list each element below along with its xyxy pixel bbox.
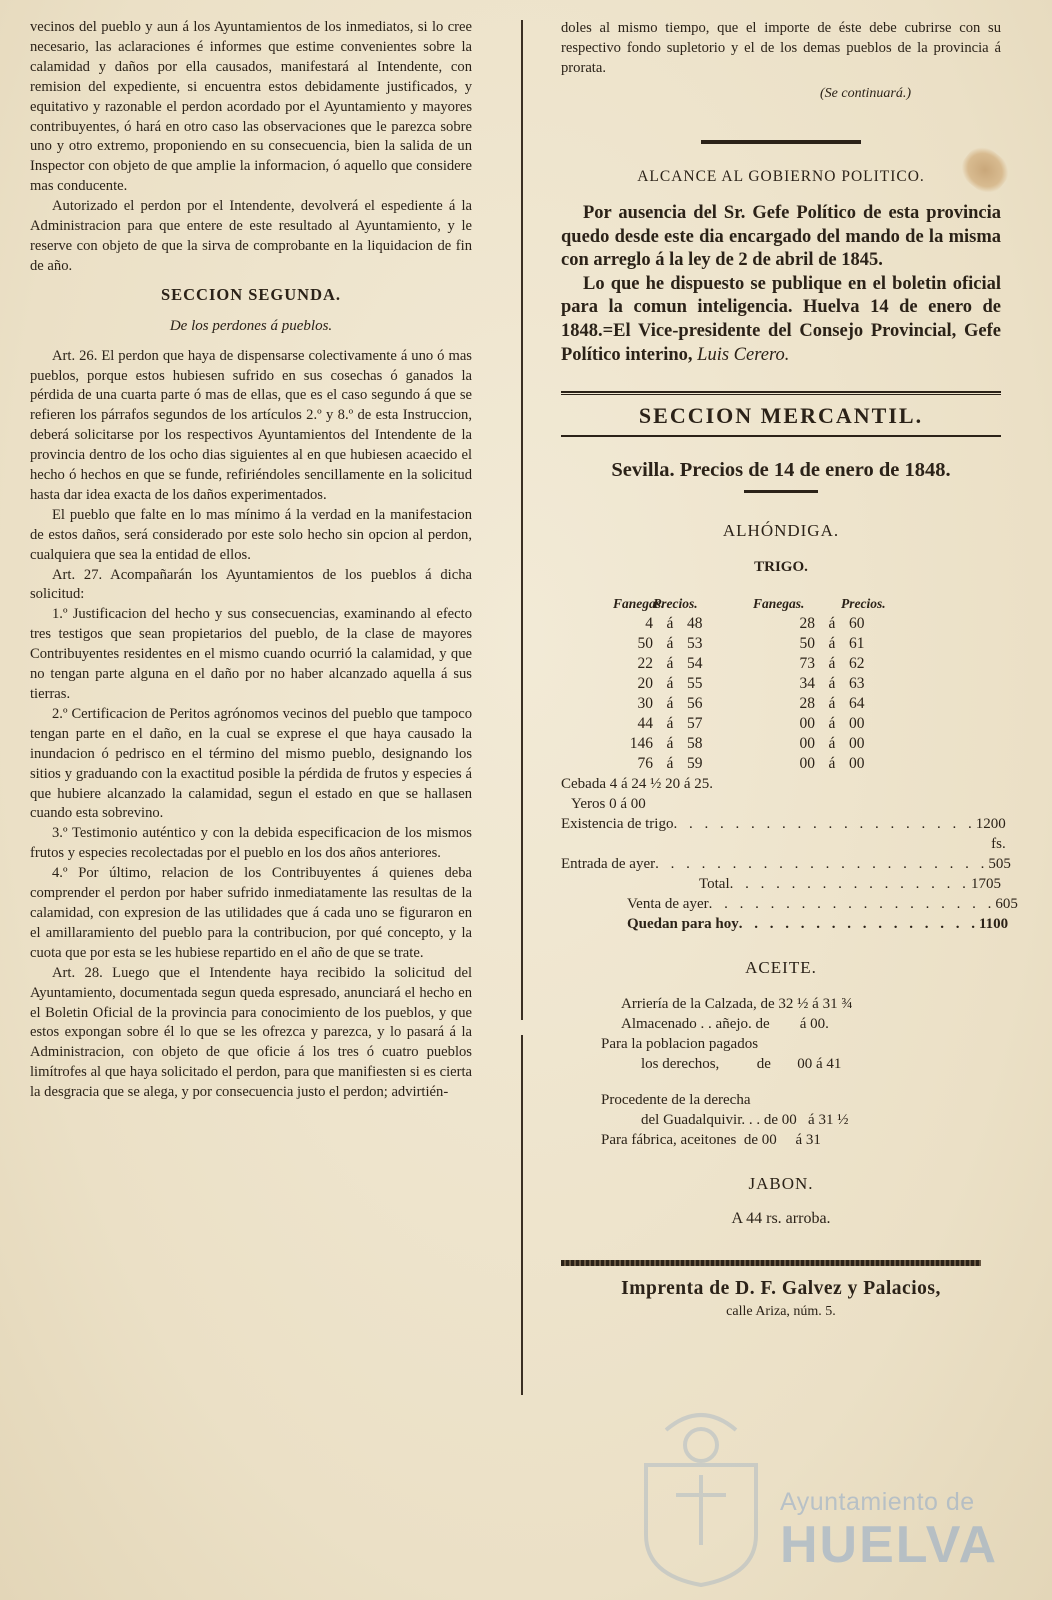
price-cell: 50 (799, 635, 815, 653)
article-28: Art. 28. Luego que el Intendente haya recibido la solicitud del Ayuntamiento, documentada segun queda espresado, anunciará el hecho en el Boletin Oficial de la provincia para conocimiento de los pueblos, y que estos expongan sobre él lo que se les ofrezca y parezca, y lo pasará á la Administracion, con objeto de que oficie á los tres ó cuatro pueblos limítrofes al que haya solicitado el perdon, para que manifiesten si es cierta la desgracia que se alega, y por consecuencia justo el perdon; advirtién- (30, 964, 472, 1101)
trigo-heading: TRIGO. (754, 559, 808, 576)
col-header: Precios. (653, 596, 698, 612)
imprenta-line: Imprenta de D. F. Galvez y Palacios, (621, 1278, 941, 1300)
price-cell: á (828, 695, 836, 713)
jabon-price: A 44 rs. arroba. (731, 1210, 831, 1228)
aceite-list (561, 994, 1001, 1150)
price-row (561, 714, 1001, 734)
alhondiga-heading: ALHÓNDIGA. (722, 521, 840, 541)
item-1: 1.º Justificacion del hecho y sus consecuencias, examinando al efecto tres testigos que sean propietarios del pueblo, de la clase de mayores Contribuyentes residentes en el mismo cuando ocurrió la calamidad, y que no tengan parte alguna en el daño por no haber alcanzado aquella á sus tierras. (30, 606, 472, 702)
left-column (30, 18, 472, 1103)
price-cell: 50 (637, 635, 653, 653)
right-column (561, 18, 1018, 1320)
price-cell: 54 (687, 655, 703, 673)
item-2: 2.º Certificacion de Peritos agrónomos vecinos del pueblo que tampoco tengan parte en el daño, en la cual se exprese el que haya causado la inundacion ó pedrisco en el término del mismo pueblo, designando los sitios y graduando con la exactitud posible la pérdida de frutos y especies á que hubiere alcanzado la calamidad, segun el estado en que se hallasen cuando esta sobrevino. (30, 705, 472, 822)
price-cell: 55 (687, 675, 703, 693)
price-cell: á (666, 675, 674, 693)
row-label: Quedan para hoy (627, 916, 739, 933)
aceite-line: los derechos, de 00 á 41 (641, 1056, 842, 1073)
venta-row: Venta de ayer . . . . . . . . . . . . . . . . . . . 605 (627, 896, 1018, 913)
price-cell: á (666, 755, 674, 773)
price-row (561, 694, 1001, 714)
signature: Luis Cerero. (697, 344, 790, 365)
alcance-title: ALCANCE AL GOBIERNO POLITICO. (637, 168, 925, 185)
watermark-text (780, 1488, 998, 1573)
price-cell: 34 (799, 675, 815, 693)
paragraph: vecinos del pueblo y aun á los Ayuntamientos de los inmediatos, si lo cree necesario, las aclaraciones é informes que estime convenientes sobre la calamidad y daños por ella causados, manifestará al Intendente, con remision del expediente, si encuentra estos debidamente justificados, y equitativo y razonable el perdon acordado por el Ayuntamiento y mayores contribuyentes, ó hará en otro caso las observaciones que le parezca sobre uno y otro extremo, proponiendo en su consecuencia, bien la salida de un Inspector con objeto de que amplie la informacion, ó aquello que considere mas conducente. (30, 19, 472, 195)
alcance-paragraph-2 (561, 273, 1001, 367)
price-cell: 64 (849, 695, 865, 713)
row-label: Existencia de trigo (561, 816, 674, 833)
price-cell: á (828, 655, 836, 673)
price-row (561, 654, 1001, 674)
price-cell: 22 (637, 655, 653, 673)
price-cell: 48 (687, 615, 703, 633)
cebada-line: Cebada 4 á 24 ½ 20 á 25. (561, 776, 714, 793)
price-cell: 00 (799, 715, 815, 733)
paragraph: El pueblo que falte en lo mas mínimo á la verdad en la manifestacion de estos daños, será considerado por este solo hecho sin opcion al perdon, cualquiera que sea la entidad de ellos. (30, 506, 472, 563)
price-cell: 59 (687, 755, 703, 773)
aceite-line: Arriería de la Calzada, de 32 ½ á 31 ¾ (621, 996, 853, 1013)
yeros-line: Yeros 0 á 00 (571, 796, 646, 813)
address-line: calle Ariza, núm. 5. (726, 1304, 836, 1320)
section-subtitle: De los perdones á pueblos. (169, 317, 333, 334)
price-cell: 28 (799, 695, 815, 713)
price-cell: 00 (849, 735, 865, 753)
row-value: 1200 fs. (975, 816, 1006, 853)
price-row (561, 674, 1001, 694)
aceite-line: Procedente de la derecha (601, 1092, 751, 1109)
column-divider (521, 1035, 523, 1395)
price-cell: 00 (849, 715, 865, 733)
price-cell: 63 (849, 675, 865, 693)
col-header: Precios. (841, 596, 886, 612)
price-cell: 00 (799, 755, 815, 773)
price-row (561, 754, 1001, 774)
alcance-text: Lo que he dispuesto se publique en el boletin oficial para la comun inteligencia. Huelva 14 de enero de 1848.=El Vice-presidente del Consejo Provincial, Gefe Político interino, (561, 273, 1001, 365)
price-cell: 60 (849, 615, 865, 633)
aceite-line: Para fábrica, aceitones de 00 á 31 (601, 1132, 821, 1149)
row-value: 605 (995, 896, 1018, 913)
price-cell: 73 (799, 655, 815, 673)
row-value: 1100 (978, 916, 1009, 933)
aceite-heading: ACEITE. (745, 958, 817, 978)
aceite-line: del Guadalquivir. . . de 00 á 31 ½ (641, 1112, 849, 1129)
price-cell: á (666, 615, 674, 633)
price-cell: 00 (799, 735, 815, 753)
price-cell: 44 (637, 715, 653, 733)
divider (744, 490, 818, 493)
price-row (561, 734, 1001, 754)
price-cell: á (828, 735, 836, 753)
price-cell: 61 (849, 635, 865, 653)
row-label: Entrada de ayer (561, 856, 656, 873)
price-cell: 56 (687, 695, 703, 713)
divider (701, 140, 861, 144)
price-cell: 28 (799, 615, 815, 633)
price-row (561, 634, 1001, 654)
continuation-note: (Se continuará.) (820, 86, 911, 101)
alcance-paragraph: Por ausencia del Sr. Gefe Político de esta provincia quedo desde este dia encargado del mando de la misma con arreglo á la ley de 2 de abril de 1845. (561, 203, 1001, 271)
price-cell: á (666, 655, 674, 673)
row-label: Venta de ayer (627, 896, 709, 913)
sevilla-heading: Sevilla. Precios de 14 de enero de 1848. (611, 459, 951, 482)
alcance-body (561, 202, 1001, 367)
row-value: 1705 (971, 876, 1001, 893)
price-cell: á (666, 735, 674, 753)
price-cell: á (828, 715, 836, 733)
article-27: Art. 27. Acompañarán los Ayuntamientos de los pueblos á dicha solicitud: (30, 566, 472, 603)
col-header: Fanegas. (753, 596, 805, 612)
price-cell: 62 (849, 655, 865, 673)
price-cell: 57 (687, 715, 703, 733)
price-cell: 30 (637, 695, 653, 713)
price-cell: á (666, 695, 674, 713)
item-3: 3.º Testimonio auténtico y con la debida especificacion de los mismos frutos y especies recolectadas por el pueblo en los dos años anteriores. (30, 825, 472, 862)
price-table-header (561, 594, 1001, 614)
price-cell: á (666, 715, 674, 733)
price-cell: á (828, 615, 836, 633)
footer-rule (561, 1260, 981, 1266)
paragraph: Autorizado el perdon por el Intendente, devolverá el espediente á la Administracion para que entere de este resultado al Ayuntamiento, y le reserve con objeto de que la sirva de comprobante en la liquidacion de fin de año. (30, 198, 472, 274)
column-divider (521, 20, 523, 1020)
price-cell: á (828, 755, 836, 773)
aceite-line: Para la poblacion pagados (601, 1036, 759, 1053)
price-row (561, 614, 1001, 634)
aceite-line: Almacenado . . añejo. de á 00. (621, 1016, 829, 1033)
divider (561, 391, 1001, 395)
quedan-row: Quedan para hoy . . . . . . . . . . . . . . . . 1100 (627, 916, 1009, 933)
section-title: SECCION SEGUNDA. (160, 284, 342, 304)
price-cell: 53 (687, 635, 703, 653)
paragraph: doles al mismo tiempo, que el importe de éste debe cubrirse con su respectivo fondo supletorio y el de los demas pueblos de la provincia á prorata. (561, 20, 1001, 76)
price-cell: 4 (645, 615, 653, 633)
price-cell: 58 (687, 735, 703, 753)
price-cell: á (828, 635, 836, 653)
watermark-line: Ayuntamiento de (780, 1488, 975, 1516)
divider (561, 435, 1001, 437)
price-cell: 00 (849, 755, 865, 773)
price-cell: á (666, 635, 674, 653)
col-header: Fanegas. (613, 596, 665, 612)
price-cell: 20 (637, 675, 653, 693)
total-row: Total . . . . . . . . . . . . . . . . 1705 (699, 876, 1001, 893)
price-cell: 146 (629, 735, 653, 753)
watermark-line: HUELVA (780, 1516, 999, 1574)
row-value: 505 (988, 856, 1011, 873)
row-label: Total (699, 876, 730, 893)
entrada-row: Entrada de ayer . . . . . . . . . . . . . . . . . . . . . . 505 (561, 856, 1011, 873)
price-cell: á (828, 675, 836, 693)
price-table (561, 614, 1001, 774)
mercantil-title: SECCION MERCANTIL. (638, 403, 924, 429)
price-cell: 76 (637, 755, 653, 773)
existencia-row: Existencia de trigo . . . . . . . . . . . . . . . . . . . . 1200 fs. (561, 816, 1006, 853)
item-4: 4.º Por último, relacion de los Contribuyentes á quienes deba comprender el perdon por haber sufrido inmediatamente las resultas de la calamidad, con expresion de las utilidades que á cada uno se figuraron en el amillaramiento del pueblo para la contribucion, por qué concepto, y la cuota que por esta se les hubiese repartido en el año de que se trate. (30, 865, 472, 961)
article-26: Art. 26. El perdon que haya de dispensarse colectivamente á uno ó mas pueblos, porque estos hubiesen sufrido en sus cosechas ó ganados la pérdida de una cuarta parte ó mas de ellas, que es el caso segundo á que se refieren los párrafos segundos de los artículos 2.º y 8.º de esta Instruccion, deberá solicitarse por los respectivos Ayuntamientos del Intendente de la provincia dentro de los ocho dias siguientes al en que hubiesen acaecido el hecho ó hechos en que se funde, refiriéndoles sencillamente en la solicitud hasta dar idea exacta de los daños experimentados. (30, 347, 472, 503)
jabon-heading: JABON. (748, 1174, 814, 1194)
